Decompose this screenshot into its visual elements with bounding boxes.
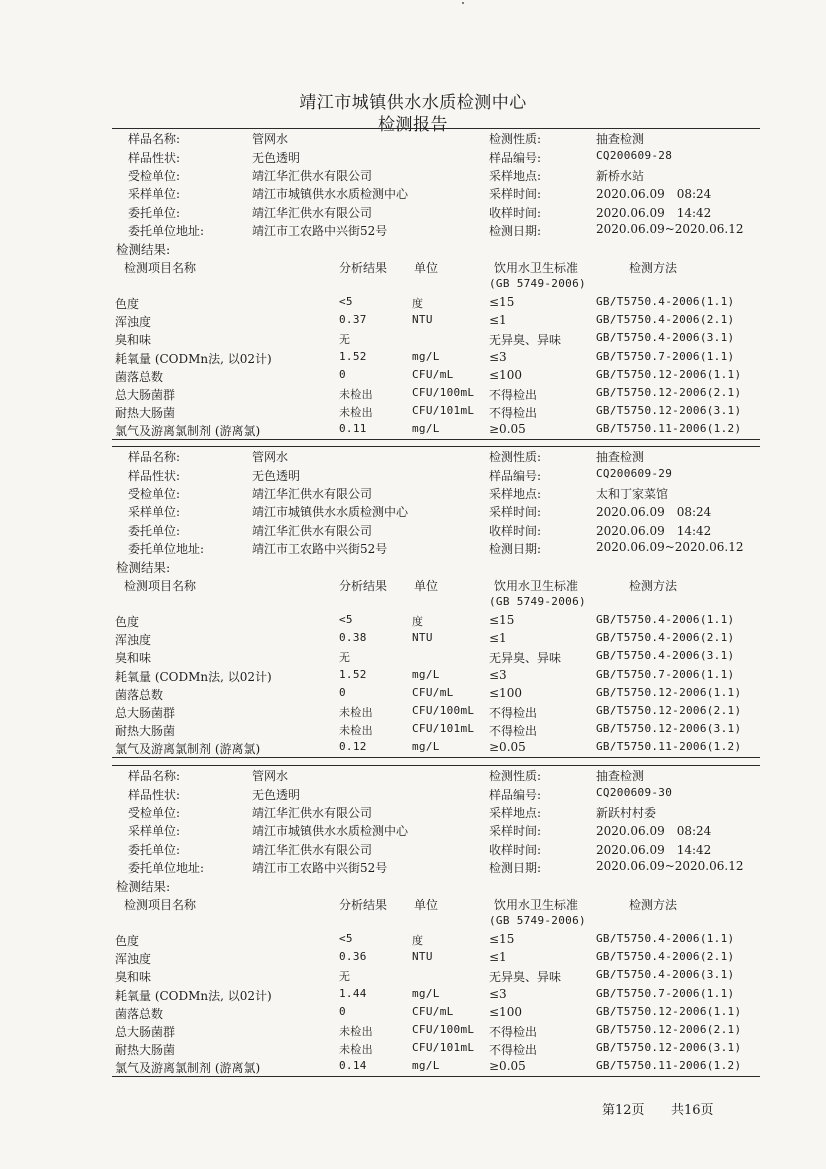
cell-item: 色度 <box>115 297 140 311</box>
value-inspected-unit: 靖江华汇供水有限公司 <box>252 806 373 820</box>
top-rule <box>112 128 760 129</box>
cell-result: 未检出 <box>339 1025 373 1038</box>
header-method: 检测方法 <box>629 261 678 275</box>
cell-method: GB/T5750.4-2006(2.1) <box>596 313 735 327</box>
cell-method: GB/T5750.12-2006(1.1) <box>596 367 742 381</box>
header-item: 检测项目名称 <box>124 898 197 912</box>
cell-result: 未检出 <box>339 706 373 719</box>
label-sampling-time: 采样时间: <box>489 505 542 519</box>
header-result: 分析结果 <box>339 898 388 912</box>
value-client-unit: 靖江华汇供水有限公司 <box>252 206 373 220</box>
info-row <box>0 522 826 540</box>
cell-standard: ≤1 <box>489 631 507 646</box>
cell-method: GB/T5750.11-2006(1.2) <box>596 740 742 754</box>
cell-result: 0 <box>339 1004 346 1018</box>
table-row <box>0 613 826 631</box>
cell-item: 耗氧量 (CODMn法, 以02计) <box>115 351 272 366</box>
cell-standard: 不得检出 <box>489 1043 538 1058</box>
cell-result: 0.11 <box>339 422 367 436</box>
value-client-unit: 靖江华汇供水有限公司 <box>252 524 373 538</box>
label-receiving-time: 收样时间: <box>489 524 542 538</box>
cell-result: <5 <box>339 932 353 945</box>
cell-standard: 不得检出 <box>489 1025 538 1039</box>
cell-result: 未检出 <box>339 406 373 420</box>
table-header <box>0 896 826 914</box>
header-method: 检测方法 <box>629 898 678 912</box>
label-inspection-type: 检测性质: <box>489 769 542 783</box>
label-sample-name: 样品名称: <box>128 450 181 464</box>
cell-result: 未检出 <box>339 1043 373 1057</box>
value-sampling-site: 新跃村村委 <box>596 806 657 820</box>
value-sampling-unit: 靖江市城镇供水水质检测中心 <box>252 187 409 201</box>
label-sample-appearance: 样品性状: <box>128 151 181 165</box>
cell-standard: 无异臭、异味 <box>489 333 562 348</box>
label-client-address: 委托单位地址: <box>128 224 205 238</box>
cell-standard: ≤15 <box>489 295 515 309</box>
cell-item: 耐热大肠菌 <box>115 1043 176 1058</box>
table-row <box>0 932 826 950</box>
cell-method: GB/T5750.12-2006(3.1) <box>596 404 742 418</box>
cell-unit: NTU <box>412 950 433 964</box>
cell-method: GB/T5750.7-2006(1.1) <box>596 667 735 681</box>
value-test-date: 2020.06.09~2020.06.12 <box>596 222 744 236</box>
label-client-unit: 委托单位: <box>128 206 181 220</box>
value-sample-name: 管网水 <box>252 132 289 146</box>
label-sample-appearance: 样品性状: <box>128 788 181 802</box>
cell-method: GB/T5750.4-2006(3.1) <box>596 331 735 345</box>
cell-item: 氯气及游离氯制剂 (游离氯) <box>115 1061 261 1076</box>
label-sample-name: 样品名称: <box>128 769 181 783</box>
label-sampling-site: 采样地点: <box>489 487 542 501</box>
cell-unit: CFU/101mL <box>412 722 475 736</box>
value-sample-appearance: 无色透明 <box>252 151 301 165</box>
label-sample-no: 样品编号: <box>489 151 542 165</box>
header-standard-code: (GB 5749-2006) <box>489 595 586 608</box>
cell-result: 0.12 <box>339 740 367 754</box>
cell-unit: CFU/100mL <box>412 704 475 717</box>
cell-item: 耗氧量 (CODMn法, 以02计) <box>115 669 272 684</box>
cell-result: 0.14 <box>339 1059 367 1073</box>
value-sampling-time: 2020.06.09 08:24 <box>596 187 712 201</box>
label-sampling-unit: 采样单位: <box>128 824 181 838</box>
label-sampling-site: 采样地点: <box>489 169 542 183</box>
value-sample-name: 管网水 <box>252 450 289 464</box>
cell-unit: mg/L <box>412 986 440 1000</box>
label-sample-name: 样品名称: <box>128 132 181 146</box>
header-standard-code: (GB 5749-2006) <box>489 914 586 927</box>
info-row <box>0 467 826 485</box>
table-header-sub <box>0 277 826 295</box>
cell-item: 臭和味 <box>115 651 152 666</box>
cell-unit: CFU/mL <box>412 685 454 699</box>
top-rule <box>112 765 760 766</box>
info-row <box>0 841 826 859</box>
cell-item: 菌落总数 <box>115 1006 164 1021</box>
cell-method: GB/T5750.4-2006(1.1) <box>596 613 735 626</box>
label-inspected-unit: 受检单位: <box>128 487 181 501</box>
cell-method: GB/T5750.4-2006(3.1) <box>596 649 735 663</box>
cell-item: 色度 <box>115 615 140 629</box>
info-row <box>0 804 826 822</box>
cell-method: GB/T5750.4-2006(1.1) <box>596 295 735 308</box>
cell-unit: mg/L <box>412 422 440 436</box>
value-test-date: 2020.06.09~2020.06.12 <box>596 859 744 873</box>
info-row <box>0 485 826 503</box>
cell-standard: ≤100 <box>489 367 522 382</box>
label-client-unit: 委托单位: <box>128 524 181 538</box>
cell-standard: ≥0.05 <box>489 1059 526 1074</box>
top-rule <box>112 446 760 447</box>
cell-unit: 度 <box>412 615 424 628</box>
results-title: 检测结果: <box>116 242 171 257</box>
cell-method: GB/T5750.4-2006(2.1) <box>596 950 735 964</box>
cell-item: 氯气及游离氯制剂 (游离氯) <box>115 742 261 757</box>
cell-result: 未检出 <box>339 388 373 401</box>
value-inspection-type: 抽查检测 <box>596 450 645 464</box>
report-title: 靖江市城镇供水水质检测中心 <box>299 93 527 113</box>
label-receiving-time: 收样时间: <box>489 206 542 220</box>
cell-result: 0.37 <box>339 313 367 327</box>
cell-item: 耐热大肠菌 <box>115 724 176 739</box>
cell-standard: 无异臭、异味 <box>489 651 562 666</box>
header-standard: 饮用水卫生标准 <box>494 579 579 593</box>
cell-standard: 无异臭、异味 <box>489 970 562 985</box>
value-sampling-site: 太和丁家菜馆 <box>596 487 669 501</box>
sample-block-2 <box>0 318 826 757</box>
header-unit: 单位 <box>414 579 439 593</box>
label-sampling-time: 采样时间: <box>489 824 542 838</box>
table-header <box>0 259 826 277</box>
label-inspection-type: 检测性质: <box>489 132 542 146</box>
label-sampling-unit: 采样单位: <box>128 505 181 519</box>
table-row <box>0 1059 826 1077</box>
info-row <box>0 149 826 167</box>
cell-standard: ≤100 <box>489 1004 522 1019</box>
info-row <box>0 767 826 785</box>
table-row <box>0 987 826 1005</box>
cell-method: GB/T5750.7-2006(1.1) <box>596 349 735 363</box>
cell-standard: ≥0.05 <box>489 422 526 437</box>
cell-method: GB/T5750.12-2006(3.1) <box>596 1041 742 1055</box>
cell-unit: mg/L <box>412 1059 440 1073</box>
cell-unit: 度 <box>412 297 424 310</box>
label-sampling-time: 采样时间: <box>489 187 542 201</box>
label-client-address: 委托单位地址: <box>128 542 205 556</box>
info-row <box>0 185 826 203</box>
value-client-address: 靖江市工农路中兴街52号 <box>252 542 388 556</box>
cell-standard: ≤15 <box>489 932 515 946</box>
info-row <box>0 540 826 558</box>
cell-item: 色度 <box>115 934 140 948</box>
label-sample-appearance: 样品性状: <box>128 469 181 483</box>
cell-method: GB/T5750.12-2006(2.1) <box>596 1023 742 1036</box>
cell-method: GB/T5750.12-2006(2.1) <box>596 386 742 399</box>
cell-item: 臭和味 <box>115 970 152 985</box>
value-sample-appearance: 无色透明 <box>252 788 301 802</box>
cell-method: GB/T5750.12-2006(3.1) <box>596 722 742 736</box>
cell-unit: NTU <box>412 631 433 645</box>
cell-method: GB/T5750.12-2006(1.1) <box>596 685 742 699</box>
value-receiving-time: 2020.06.09 14:42 <box>596 206 712 220</box>
cell-item: 浑浊度 <box>115 315 152 330</box>
cell-result: 0 <box>339 685 346 699</box>
label-test-date: 检测日期: <box>489 542 542 556</box>
value-sample-appearance: 无色透明 <box>252 469 301 483</box>
table-header-sub <box>0 914 826 932</box>
bottom-rule <box>112 1076 760 1077</box>
cell-result: 0.36 <box>339 950 367 964</box>
table-row <box>0 950 826 968</box>
header-item: 检测项目名称 <box>124 261 197 275</box>
cell-unit: mg/L <box>412 740 440 754</box>
cell-item: 耐热大肠菌 <box>115 406 176 421</box>
table-row <box>0 295 826 313</box>
label-receiving-time: 收样时间: <box>489 843 542 857</box>
cell-standard: 不得检出 <box>489 724 538 739</box>
cell-result: <5 <box>339 295 353 308</box>
cell-method: GB/T5750.11-2006(1.2) <box>596 1059 742 1073</box>
value-sampling-time: 2020.06.09 08:24 <box>596 824 712 838</box>
sample-block-3 <box>0 637 826 1076</box>
cell-unit: NTU <box>412 313 433 327</box>
info-row <box>0 204 826 222</box>
header-standard: 饮用水卫生标准 <box>494 261 579 275</box>
report-subtitle: 检测报告 <box>378 115 448 135</box>
value-receiving-time: 2020.06.09 14:42 <box>596 524 712 538</box>
table-header <box>0 577 826 595</box>
info-row <box>0 222 826 240</box>
cell-result: 0 <box>339 367 346 381</box>
cell-item: 耗氧量 (CODMn法, 以02计) <box>115 988 272 1003</box>
cell-result: 1.44 <box>339 986 367 1000</box>
cell-result: <5 <box>339 613 353 626</box>
header-unit: 单位 <box>414 898 439 912</box>
info-row <box>0 167 826 185</box>
info-row <box>0 786 826 804</box>
cell-result: 0.38 <box>339 631 367 645</box>
cell-standard: 不得检出 <box>489 406 538 421</box>
cell-item: 菌落总数 <box>115 687 164 702</box>
cell-standard: ≥0.05 <box>489 740 526 755</box>
info-row <box>0 822 826 840</box>
value-sample-name: 管网水 <box>252 769 289 783</box>
cell-method: GB/T5750.12-2006(1.1) <box>596 1004 742 1018</box>
value-sampling-time: 2020.06.09 08:24 <box>596 505 712 519</box>
cell-standard: ≤1 <box>489 313 507 328</box>
page-total: 共16页 <box>671 1103 714 1118</box>
cell-item: 氯气及游离氯制剂 (游离氯) <box>115 424 261 439</box>
header-standard: 饮用水卫生标准 <box>494 898 579 912</box>
cell-result: 无 <box>339 333 351 347</box>
cell-unit: 度 <box>412 934 424 947</box>
value-inspected-unit: 靖江华汇供水有限公司 <box>252 169 373 183</box>
value-test-date: 2020.06.09~2020.06.12 <box>596 540 744 554</box>
cell-unit: CFU/mL <box>412 1004 454 1018</box>
cell-item: 浑浊度 <box>115 633 152 648</box>
info-row <box>0 859 826 877</box>
label-test-date: 检测日期: <box>489 224 542 238</box>
label-inspected-unit: 受检单位: <box>128 806 181 820</box>
label-sampling-site: 采样地点: <box>489 806 542 820</box>
cell-method: GB/T5750.7-2006(1.1) <box>596 986 735 1000</box>
cell-item: 总大肠菌群 <box>115 706 176 720</box>
header-unit: 单位 <box>414 261 439 275</box>
cell-standard: 不得检出 <box>489 706 538 720</box>
cell-standard: ≤3 <box>489 667 507 682</box>
table-header-sub <box>0 595 826 613</box>
value-sample-no: CQ200609-28 <box>596 149 673 162</box>
cell-unit: CFU/mL <box>412 367 454 381</box>
table-row <box>0 1041 826 1059</box>
value-inspection-type: 抽查检测 <box>596 132 645 146</box>
cell-result: 无 <box>339 970 351 984</box>
label-inspection-type: 检测性质: <box>489 450 542 464</box>
cell-item: 浑浊度 <box>115 952 152 967</box>
header-method: 检测方法 <box>629 579 678 593</box>
cell-method: GB/T5750.4-2006(3.1) <box>596 968 735 982</box>
label-sample-no: 样品编号: <box>489 788 542 802</box>
cell-unit: CFU/100mL <box>412 386 475 399</box>
results-title: 检测结果: <box>116 879 171 894</box>
cell-standard: ≤3 <box>489 349 507 364</box>
value-sampling-unit: 靖江市城镇供水水质检测中心 <box>252 824 409 838</box>
cell-method: GB/T5750.4-2006(1.1) <box>596 932 735 945</box>
cell-standard: ≤1 <box>489 950 507 965</box>
table-row <box>0 968 826 986</box>
value-inspected-unit: 靖江华汇供水有限公司 <box>252 487 373 501</box>
cell-unit: mg/L <box>412 667 440 681</box>
cell-result: 无 <box>339 651 351 665</box>
header-item: 检测项目名称 <box>124 579 197 593</box>
label-test-date: 检测日期: <box>489 861 542 875</box>
value-client-address: 靖江市工农路中兴街52号 <box>252 861 388 875</box>
value-receiving-time: 2020.06.09 14:42 <box>596 843 712 857</box>
cell-item: 总大肠菌群 <box>115 388 176 402</box>
cell-result: 1.52 <box>339 349 367 363</box>
table-row <box>0 1005 826 1023</box>
value-client-address: 靖江市工农路中兴街52号 <box>252 224 388 238</box>
cell-result: 未检出 <box>339 724 373 738</box>
info-row <box>0 448 826 466</box>
value-sampling-site: 新桥水站 <box>596 169 645 183</box>
sample-block-1 <box>0 0 826 439</box>
value-inspection-type: 抽查检测 <box>596 769 645 783</box>
cell-method: GB/T5750.11-2006(1.2) <box>596 422 742 436</box>
results-title: 检测结果: <box>116 560 171 575</box>
header-result: 分析结果 <box>339 579 388 593</box>
cell-unit: CFU/101mL <box>412 1041 475 1055</box>
cell-standard: 不得检出 <box>489 388 538 402</box>
cell-item: 菌落总数 <box>115 369 164 384</box>
cell-unit: CFU/100mL <box>412 1023 475 1036</box>
label-inspected-unit: 受检单位: <box>128 169 181 183</box>
label-sample-no: 样品编号: <box>489 469 542 483</box>
value-sampling-unit: 靖江市城镇供水水质检测中心 <box>252 505 409 519</box>
header-result: 分析结果 <box>339 261 388 275</box>
cell-unit: CFU/101mL <box>412 404 475 418</box>
cell-item: 总大肠菌群 <box>115 1025 176 1039</box>
label-client-unit: 委托单位: <box>128 843 181 857</box>
cell-method: GB/T5750.12-2006(2.1) <box>596 704 742 717</box>
page-number: 第12页 <box>602 1103 645 1118</box>
value-client-unit: 靖江华汇供水有限公司 <box>252 843 373 857</box>
table-row <box>0 1023 826 1041</box>
value-sample-no: CQ200609-29 <box>596 467 673 480</box>
cell-standard: ≤15 <box>489 613 515 627</box>
cell-method: GB/T5750.4-2006(2.1) <box>596 631 735 645</box>
info-row <box>0 130 826 148</box>
header-standard-code: (GB 5749-2006) <box>489 277 586 290</box>
value-sample-no: CQ200609-30 <box>596 786 673 799</box>
cell-unit: mg/L <box>412 349 440 363</box>
cell-result: 1.52 <box>339 667 367 681</box>
label-sampling-unit: 采样单位: <box>128 187 181 201</box>
cell-item: 臭和味 <box>115 333 152 348</box>
cell-standard: ≤100 <box>489 685 522 700</box>
cell-standard: ≤3 <box>489 986 507 1001</box>
info-row <box>0 503 826 521</box>
label-client-address: 委托单位地址: <box>128 861 205 875</box>
